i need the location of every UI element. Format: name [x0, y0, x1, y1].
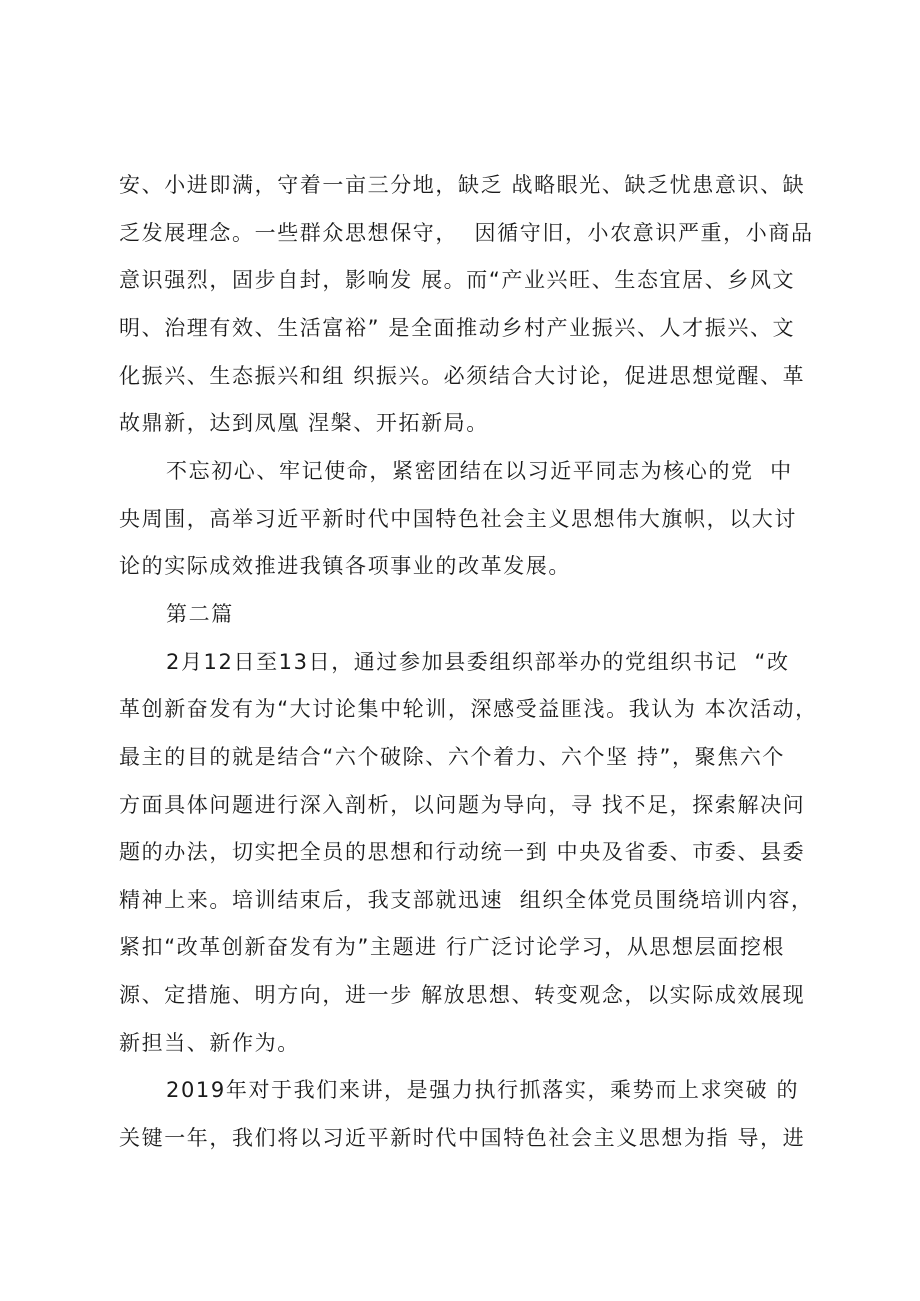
text-line: 安、小进即满，守着一亩三分地，缺乏 战略眼光、缺乏忧患意识、缺 [119, 173, 806, 197]
text-line: 论的实际成效推进我镇各项事业的改革发展。 [119, 554, 571, 578]
text-line: 题的办法，切实把全员的思想和行动统一到 中央及省委、市委、县委 [119, 840, 806, 864]
paragraph-first-line: 2月12日至13日，通过参加县委组织部举办的党组织书记 “改 [166, 650, 790, 674]
text-line: 化振兴、生态振兴和组 织振兴。必须结合大讨论，促进思想觉醒、革 [119, 364, 806, 388]
text-line: 新担当、新作为。 [119, 1031, 300, 1055]
text-line: 源、定措施、明方向，进一步 解放思想、转变观念，以实际成效展现 [119, 983, 806, 1007]
text-line: 意识强烈，固步自封，影响发 展。而“产业兴旺、生态宜居、乡风文 [119, 268, 796, 292]
text-line: 关键一年，我们将以习近平新时代中国特色社会主义思想为指 导，进 [119, 1126, 806, 1150]
text-line: 乏发展理念。一些群众思想保守， 因循守旧，小农意识严重，小商品 [119, 221, 814, 245]
text-line: 最主的目的就是结合“六个破除、六个着力、六个坚 持”，聚焦六个 [119, 745, 786, 769]
paragraph-first-line: 不忘初心、牢记使命，紧密团结在以习近平同志为核心的党 中 [166, 459, 793, 483]
text-line: 故鼎新，达到凤凰 涅槃、开拓新局。 [119, 411, 489, 435]
text-line: 精神上来。培训结束后，我支部就迅速 组织全体党员围绕培训内容， [119, 888, 814, 912]
text-line: 明、治理有效、生活富裕” 是全面推动乡村产业振兴、人才振兴、文 [119, 316, 796, 340]
section-heading: 第二篇 [166, 602, 234, 626]
text-line: 方面具体问题进行深入剖析，以问题为导向，寻 找不足，探索解决问 [119, 793, 806, 817]
text-line: 紧扣“改革创新奋发有为”主题进 行广泛讨论学习，从思想层面挖根 [119, 935, 786, 959]
text-line: 央周围，高举习近平新时代中国特色社会主义思想伟大旗帜，以大讨 [119, 507, 797, 531]
paragraph-first-line: 2019年对于我们来讲，是强力执行抓落实，乘势而上求突破 的 [166, 1078, 800, 1102]
text-line: 革创新奋发有为“大讨论集中轮训，深感受益匪浅。我认为 本次活动， [119, 697, 818, 721]
